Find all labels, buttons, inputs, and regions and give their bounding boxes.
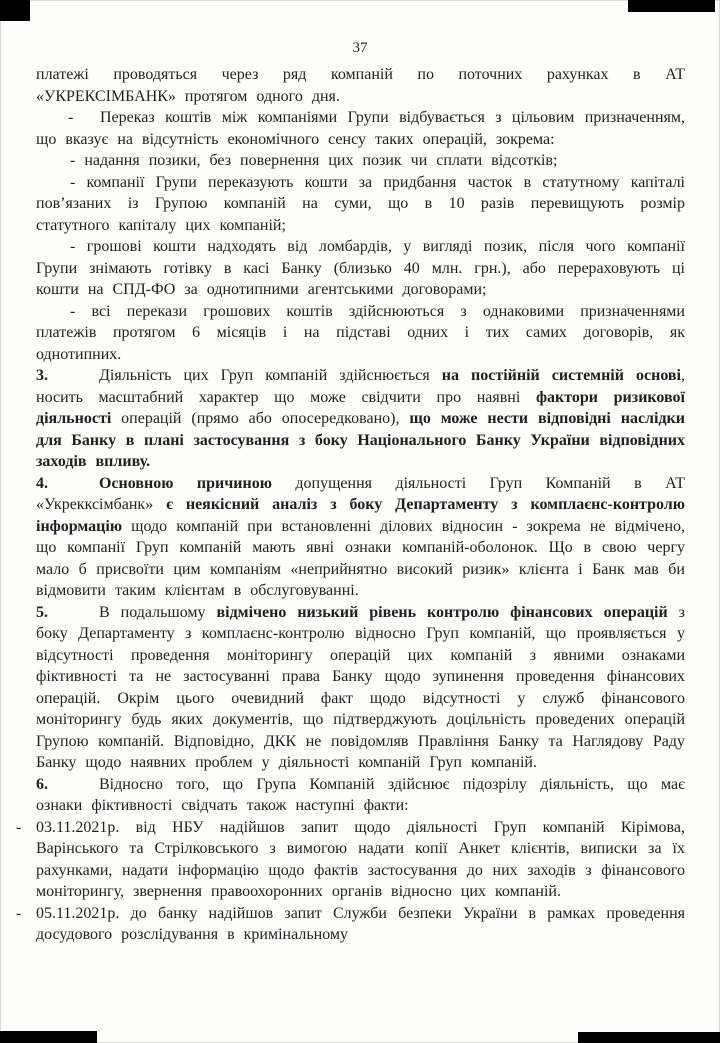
dash-marker: - <box>68 109 74 126</box>
paragraph-4-run-2: щодо компаній при встановленні ділових відносин - зокрема не відмічено, що компанії Груп компаній мають явні ознаки компаній-оболонок. Що в свою чергу мало б присвоїти цим компаніям «неприйнятно високий ризик» клієнта і Банк мав би відмовити таким клієнтам в обслуговуванні. <box>36 517 685 599</box>
page-number: 37 <box>352 40 368 56</box>
fact-item-1-text: 03.11.2021р. від НБУ надійшов запит щодо діяльності Груп компаній Кірімова, Варінського та Стрілковського з вимогою надати копії Анкет клієнтів, виписки за їх рахунками, надати інформацію щодо фактів застосування до них заходів з фінансового моніторингу, звернення правоохоронних органів відносно цих компаній. <box>36 818 685 900</box>
fact-item-2 <box>16 903 685 946</box>
bullet-transfer-text: Переказ коштів між компаніями Групи відбувається з цільовим призначенням, що вказує на відсутність економічного сенсу таких операцій, зокрема: <box>36 109 685 148</box>
paragraph-3-run-1: Діяльність цих Груп компаній здійснюється <box>99 367 442 384</box>
dash-marker: - <box>16 818 22 836</box>
paragraph-5 <box>36 602 685 774</box>
paragraph-6-number: 6. <box>36 775 48 793</box>
paragraph-5-bold-1: відмічено низький рівень контролю фінансових операцій <box>216 603 668 621</box>
fact-item-1 <box>16 817 685 903</box>
paragraph-3-run-2: , носить масштабний характер що може свідчити про наявні <box>36 367 686 406</box>
paragraph-3-bold-1: на постійній системній основі <box>441 367 682 384</box>
redaction-mark-top-left <box>0 0 30 21</box>
paragraph-6-run-1: Відносно того, що Група Компаній здійснює підозрілу діяльність, що має ознаки фіктивності свідчать також наступні факти: <box>36 775 685 814</box>
bullet-sub-4: - всі перекази грошових коштів здійснюються з однаковими призначеннями платежів протягом 6 місяців і на підставі одних і тих самих договорів, як однотипних. <box>36 302 685 363</box>
paragraph-3 <box>36 365 685 473</box>
paragraph-4-bold-2: є неякісний аналіз з боку Департаменту з комплаєнс-контролю інформацію <box>36 496 686 535</box>
paragraph-intro: платежі проводяться через ряд компаній по поточних рахунках в АТ «УКРЕКСІМБАНК» протягом одного дня. <box>36 66 685 105</box>
paragraph-3-bold-3: що може нести відповідні наслідки для Банку в плані застосування з боку Національного Банку України відповідних заходів впливу. <box>36 410 685 470</box>
redaction-mark-bottom-left <box>0 1031 97 1043</box>
bullet-sub-1: - надання позики, без повернення цих позик чи сплати відсотків; <box>70 152 558 169</box>
paragraph-3-run-3: операцій (прямо або опосередковано), <box>111 410 410 427</box>
bullet-sub-2: - компанії Групи переказують кошти за придбання часток в статутному капіталі пов’язаних із Групою компаній на суми, що в 10 разів перевищують розмір статутного капіталу цих компаній; <box>36 173 685 234</box>
paragraph-4 <box>36 473 685 602</box>
fact-item-2-text: 05.11.2021р. до банку надійшов запит Служби безпеки України в рамках проведення досудового розслідування в кримінальному <box>36 904 685 943</box>
paragraph-5-run-1: В подальшому <box>99 603 217 621</box>
paragraph-3-number: 3. <box>36 367 48 384</box>
paragraph-3-bold-2: фактори ризикової діяльності <box>36 388 686 427</box>
paragraph-5-run-2: з боку Департаменту з комплаєнс-контролю відносно Груп компаній, що проявляється у відсутності проведення моніторингу операцій цих компаній з явними ознаками фіктивності та не застосуванні права Банку щодо зупинення проведення фінансових операцій. Окрім цього очевидний факт щодо відсутності у служб фінансового моніторингу будь яких документів, що підтверджують доцільність проведених операцій Групою компаній. Відповідно, ДКК не повідомляв Правління Банку та Наглядову Раду Банку щодо наявних проблем у діяльності компаній Груп компаній. <box>36 603 685 771</box>
paragraph-4-run-1: допущення діяльності Груп Компаній в АТ «Укрекксімбанк» <box>36 474 685 513</box>
redaction-mark-bottom-right <box>578 1032 720 1043</box>
bullet-sub-3: - грошові кошти надходять від ломбардів, у вигляді позик, після чого компанії Групи знімають готівку в касі Банку (близько 40 млн. грн.), або перераховують ці кошти на СПД-ФО за однотипними агентськими договорами; <box>36 238 685 298</box>
paragraph-6 <box>36 774 685 817</box>
paragraph-4-bold-1: Основною причиною <box>99 474 272 492</box>
paragraph-4-number: 4. <box>36 474 48 492</box>
redaction-mark-top-right <box>628 0 715 12</box>
document-body <box>16 64 686 946</box>
dash-marker: - <box>16 904 22 922</box>
paragraph-5-number: 5. <box>36 603 48 621</box>
bullet-transfer <box>36 107 685 150</box>
